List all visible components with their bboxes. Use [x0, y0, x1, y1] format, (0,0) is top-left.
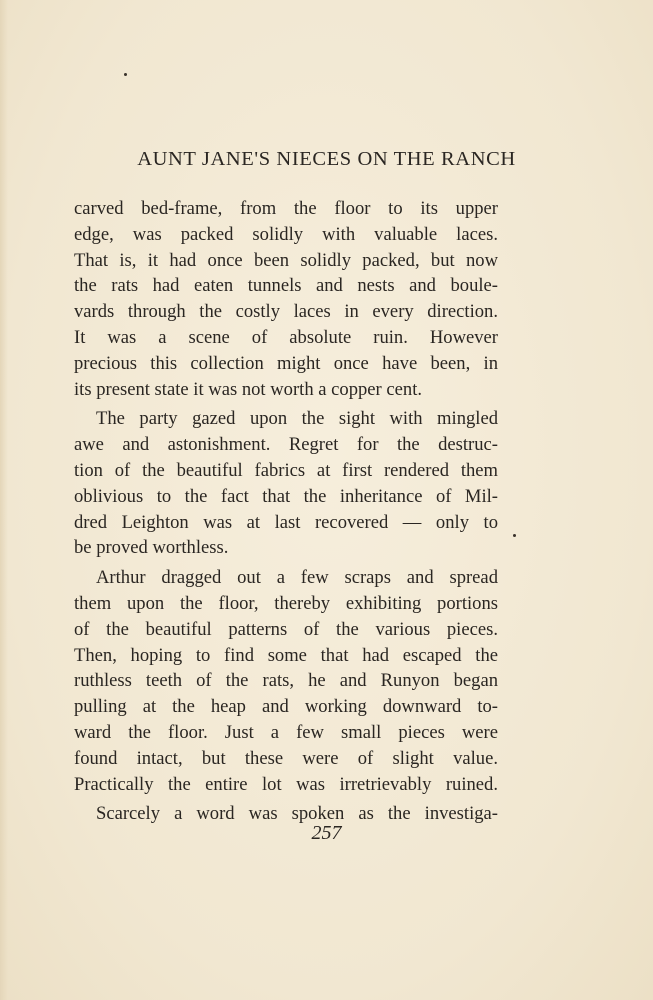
text-line: Then, hoping to find some that had escaped the	[74, 644, 498, 666]
body-text	[74, 196, 498, 831]
running-head: AUNT JANE'S NIECES ON THE RANCH	[137, 148, 516, 170]
text-line: vards through the costly laces in every direction.	[74, 301, 498, 323]
text-line: carved bed-frame, from the floor to its upper	[74, 198, 498, 219]
text-line: the rats had eaten tunnels and nests and boule-	[74, 275, 498, 297]
text-line: Scarcely a word was spoken as the investiga-	[96, 803, 498, 825]
text-line: precious this collection might once have been, in	[74, 352, 498, 374]
text-line: Arthur dragged out a few scraps and spread	[96, 567, 498, 589]
ink-speck	[124, 73, 127, 76]
paragraph-2	[74, 406, 498, 561]
text-line: Practically the entire lot was irretrievably ruined.	[74, 773, 498, 795]
text-line: oblivious to the fact that the inheritance of Mil-	[74, 485, 498, 507]
text-line: found intact, but these were of slight value.	[74, 747, 498, 769]
text-line: them upon the floor, thereby exhibiting portions	[74, 592, 498, 614]
text-line: ward the floor. Just a few small pieces were	[74, 721, 498, 743]
text-line: It was a scene of absolute ruin. However	[74, 326, 498, 348]
text-line: dred Leighton was at last recovered — only to	[74, 511, 498, 533]
text-line: its present state it was not worth a copper cent.	[74, 378, 423, 400]
page-number: 257	[311, 822, 342, 844]
text-line: The party gazed upon the sight with mingled	[96, 408, 498, 430]
text-line: ruthless teeth of the rats, he and Runyon began	[74, 670, 498, 692]
text-line: awe and astonishment. Regret for the destruc-	[74, 434, 498, 456]
text-line: be proved worthless.	[74, 537, 229, 559]
text-line: tion of the beautiful fabrics at first rendered them	[74, 459, 498, 481]
paragraph-3	[74, 565, 498, 797]
ink-speck	[513, 534, 516, 537]
text-line: edge, was packed solidly with valuable laces.	[74, 223, 498, 245]
paragraph-1	[74, 196, 498, 402]
text-line: pulling at the heap and working downward to-	[74, 696, 498, 718]
text-line: of the beautiful patterns of the various pieces.	[74, 618, 498, 640]
text-line: That is, it had once been solidly packed, but now	[74, 249, 498, 271]
